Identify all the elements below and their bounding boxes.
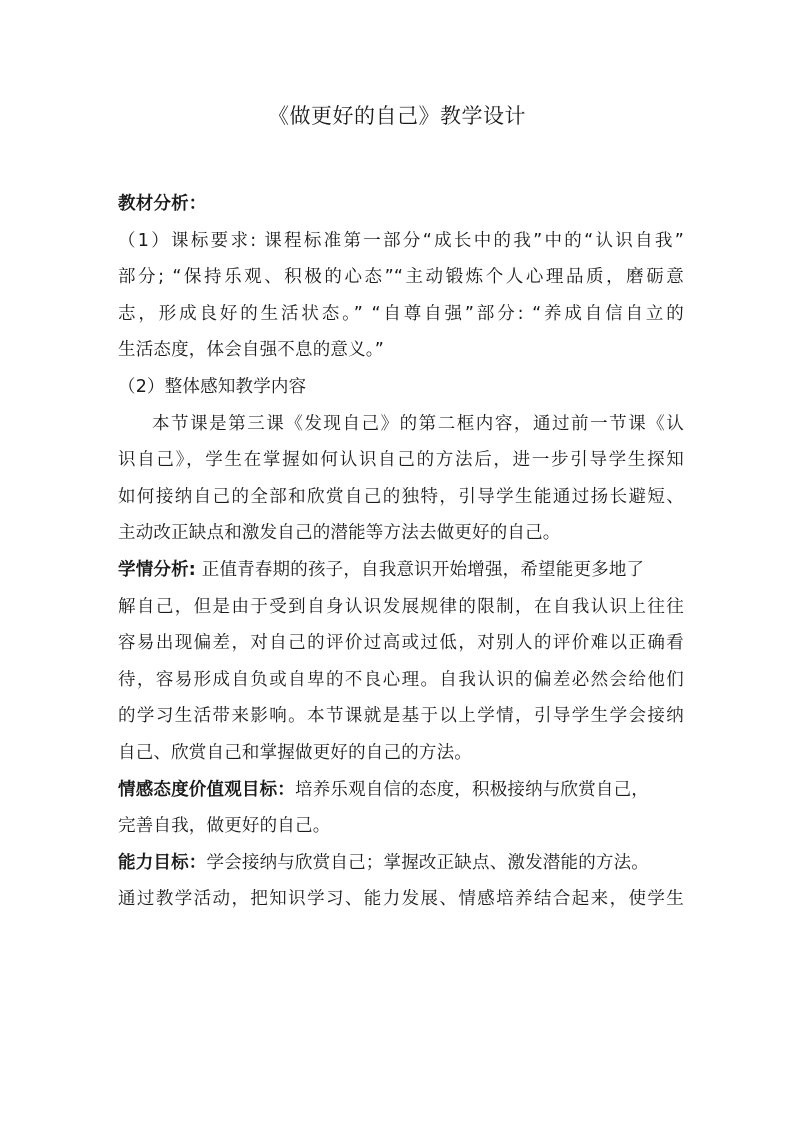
paragraph-line: 通过教学活动，把知识学习、能力发展、情感培养结合起来，使学生 (118, 889, 684, 910)
paragraph-line (118, 845, 684, 882)
paragraph-line: 自己、欣赏自己和掌握做更好的自己的方法。 (118, 742, 472, 763)
paragraph-line: 主动改正缺点和激发自己的潜能等方法去做更好的自己。 (118, 523, 561, 544)
learner-analysis-heading: 学情分析: (118, 559, 196, 580)
paragraph-line: 的学习生活带来影响。本节课就是基于以上学情，引导学生学会接纳 (118, 706, 684, 727)
materials-heading-text: 教材分析： (118, 194, 207, 214)
paragraph-line: 识自己》，学生在掌握如何认识自己的方法后，进一步引导学生探知 (118, 450, 684, 471)
paragraph-line: 容易出现偏差，对自己的评价过高或过低，对别人的评价难以正确看 (118, 633, 684, 654)
curriculum-requirement-paragraph (118, 223, 684, 369)
paragraph-line: （2）整体感知教学内容 (118, 376, 307, 397)
paragraph-line: 如何接纳自己的全部和欣赏自己的独特，引导学生能通过扬长避短、 (118, 486, 684, 507)
paragraph-line: （1）课标要求: 课程标准第一部分“成长中的我”中的“认识自我” (118, 230, 684, 251)
paragraph-line (118, 772, 684, 809)
ability-goal-paragraph (118, 845, 684, 918)
paragraph-line: 志，形成良好的生活状态。” “自尊自强”部分: “养成自信自立的 (118, 303, 684, 324)
learner-analysis-first-line: 正值青春期的孩子，自我意识开始增强，希望能更多地了 (196, 559, 645, 580)
materials-heading (118, 186, 684, 223)
emotion-goal-first-line: 培养乐观自信的态度，积极接纳与欣赏自己， (295, 779, 649, 800)
document-body (118, 186, 684, 918)
learner-analysis-paragraph (118, 552, 684, 772)
emotion-goal-heading: 情感态度价值观目标： (118, 779, 295, 800)
paragraph-line: 本节课是第三课《发现自己》的第二框内容，通过前一节课《认 (152, 413, 684, 434)
paragraph-line: 完善自我，做更好的自己。 (118, 816, 331, 837)
overall-perception-heading (118, 369, 684, 406)
paragraph-line: 解自己，但是由于受到自身认识发展规律的限制，在自我认识上往往 (118, 596, 684, 617)
paragraph-line: 待，容易形成自负或自卑的不良心理。自我认识的偏差必然会给他们 (118, 669, 684, 690)
document-title: 《做更好的自己》教学设计 (268, 104, 526, 128)
lesson-content-paragraph (118, 406, 684, 552)
emotion-goal-paragraph (118, 772, 684, 845)
paragraph-line: 部分; “保持乐观、积极的心态”“主动锻炼个人心理品质，磨砺意 (118, 267, 684, 288)
ability-goal-heading: 能力目标： (118, 852, 207, 873)
paragraph-line: 生活态度，体会自强不息的意义。” (118, 340, 385, 361)
ability-goal-first-line: 学会接纳与欣赏自己；掌握改正缺点、激发潜能的方法。 (206, 852, 649, 873)
paragraph-line (118, 552, 684, 589)
